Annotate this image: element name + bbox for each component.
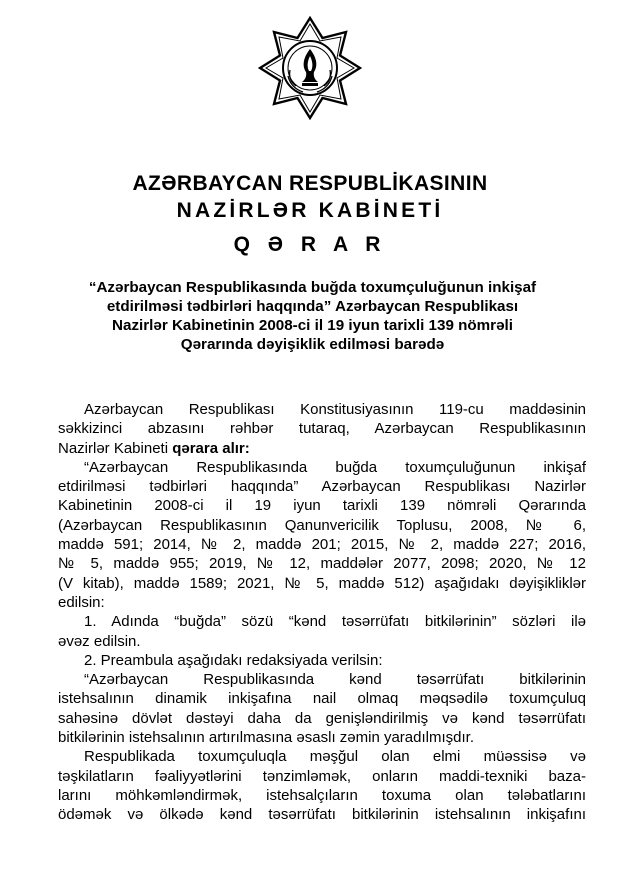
subject-line: Qərarında dəyişiklik edilməsi barədə	[180, 336, 445, 353]
subject-line: Nazirlər Kabinetinin 2008-ci il 19 iyun tarixli 139 nömrəli	[112, 317, 513, 334]
quote-line: sahəsinə dövlət dəstəyi daha da genişləndirilmiş və kənd təsərrüfatı	[58, 709, 586, 727]
header-cabinet: NAZİRLƏR KABİNETİ	[176, 199, 444, 222]
quote-line: bitkilərinin istehsalının artırılmasına əsaslı zəmin yaradılmışdır.	[58, 729, 474, 747]
item-line: 1. Adında “buğda” sözü “kənd təsərrüfatı bitkilərinin” sözləri ilə	[84, 613, 586, 631]
body-line: etdirilməsi tədbirləri haqqında” Azərbaycan Respublikası Nazirlər	[58, 478, 586, 496]
body-line: (V kitab), maddə 1589; 2021, № 5, maddə 512) aşağıdakı dəyişikliklər	[58, 574, 586, 592]
body-line: № 5, maddə 955; 2019, № 12, maddələr 2077, 2098; 2020, № 12	[58, 555, 586, 573]
item-line: 2. Preambula aşağıdakı redaksiyada verilsin:	[84, 651, 383, 669]
subject-line: etdirilməsi tədbirləri haqqında” Azərbaycan Respublikası	[106, 298, 519, 315]
body-line: “Azərbaycan Respublikasında buğda toxumçuluğunun inkişaf	[84, 458, 586, 476]
body-line: Azərbaycan Respublikası Konstitusiyasının 119-cu maddəsinin	[84, 401, 586, 418]
state-emblem	[258, 16, 362, 120]
decision-phrase: qərara alır:	[172, 439, 250, 457]
document-subject	[45, 278, 580, 354]
body-line: maddə 591; 2014, № 2, maddə 201; 2015, № 2, maddə 227; 2016,	[58, 536, 586, 554]
emblem-icon	[258, 16, 362, 120]
document-body	[58, 400, 586, 825]
quote-line: istehsalının dinamik inkişafına nail olmaq məqsədilə toxumçuluq	[58, 690, 586, 708]
quote-line: Respublikada toxumçuluqla məşğul olan elmi müəssisə və	[84, 748, 586, 766]
header-republic: AZƏRBAYCAN RESPUBLİKASININ	[132, 172, 488, 195]
quote-line: larını möhkəmləndirmək, istehsalçıların toxuma olan tələbatlarını	[58, 786, 586, 804]
item-line: əvəz edilsin.	[58, 632, 141, 650]
cabinet-text: Nazirlər Kabineti	[58, 439, 173, 457]
body-line: (Azərbaycan Respublikasının Qanunvericilik Toplusu, 2008, № 6,	[58, 516, 586, 534]
header-decision: Q Ə R A R	[233, 233, 387, 256]
quote-line: ödəmək və ölkədə kənd təsərrüfatı bitkilərinin istehsalının inkişafını	[58, 806, 586, 824]
quote-line: təşkilatların fəaliyyətlərini tənzimləmək, onların maddi-texniki baza-	[58, 767, 586, 785]
body-line: səkkizinci abzasını rəhbər tutaraq, Azərbaycan Respublikasının	[58, 420, 586, 438]
subject-line: “Azərbaycan Respublikasında buğda toxumçuluğunun inkişaf	[88, 279, 537, 296]
body-line: Kabinetinin 2008-ci il 19 iyun tarixli 139 nömrəli Qərarında	[58, 497, 586, 515]
quote-line: “Azərbaycan Respublikasında kənd təsərrüfatı bitkilərinin	[84, 671, 586, 689]
body-line	[58, 439, 586, 458]
body-line: edilsin:	[58, 593, 105, 611]
